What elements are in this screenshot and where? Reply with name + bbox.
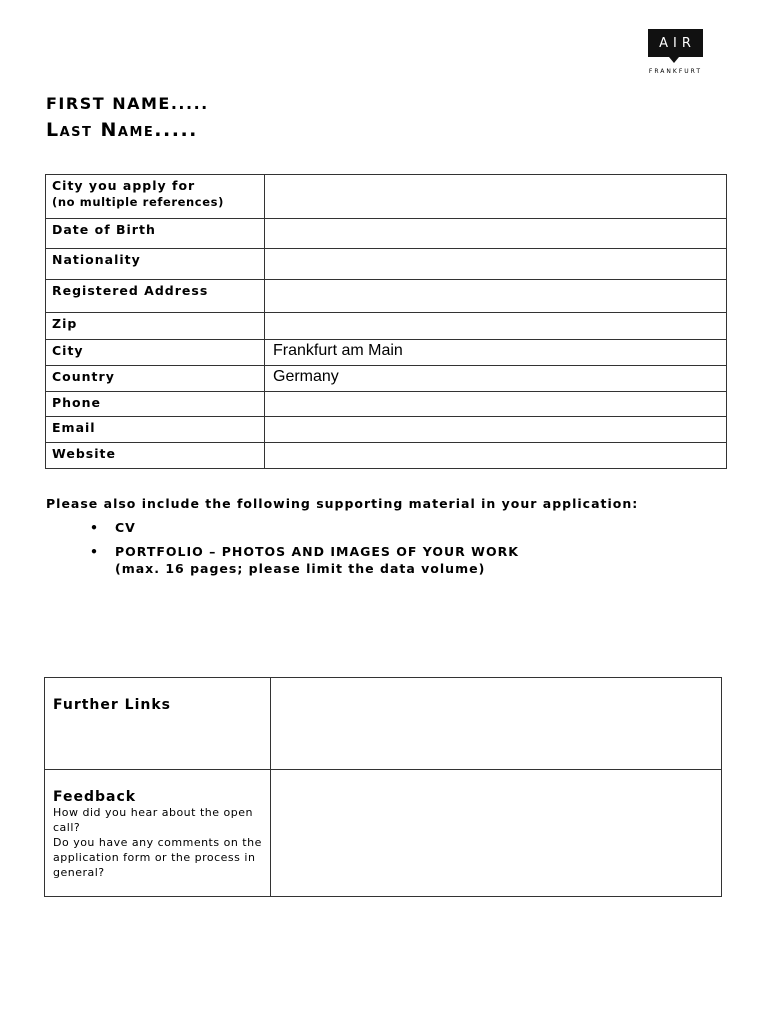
field-value-email[interactable] <box>265 417 727 443</box>
feedback-label: Feedback <box>53 789 137 805</box>
table-row <box>46 392 727 417</box>
further-info-table <box>44 677 722 897</box>
applicant-name-header <box>46 94 209 141</box>
further-links-field[interactable] <box>271 678 722 770</box>
field-label-city-apply-note: (no multiple references) <box>52 195 224 209</box>
air-frankfurt-logo <box>648 29 703 75</box>
field-value-zip[interactable] <box>265 313 727 340</box>
field-label-city: City <box>52 343 84 358</box>
applicant-details-table <box>45 174 727 469</box>
field-value-date-of-birth[interactable] <box>265 219 727 249</box>
table-row <box>45 770 722 897</box>
field-label-registered-address: Registered Address <box>52 283 209 298</box>
feedback-field[interactable] <box>271 770 722 897</box>
logo-mark: AIR <box>648 29 703 57</box>
field-label-website: Website <box>52 446 116 461</box>
table-row <box>46 366 727 392</box>
feedback-help-question-2: Do you have any comments on the application form or the process in general? <box>53 836 262 879</box>
supporting-item-portfolio-note: (max. 16 pages; please limit the data volume) <box>115 561 486 576</box>
supporting-material-list <box>90 520 519 585</box>
supporting-material-intro: Please also include the following supporting material in your application: <box>46 496 639 511</box>
field-label-email: Email <box>52 420 96 435</box>
table-row <box>45 678 722 770</box>
last-name-placeholder[interactable]: Last Name..... <box>46 119 198 141</box>
field-label-city-apply: City you apply for <box>52 178 196 193</box>
table-row <box>46 313 727 340</box>
field-label-zip: Zip <box>52 316 78 331</box>
table-row <box>46 249 727 280</box>
logo-subtitle: FRANKFURT <box>648 68 703 75</box>
field-value-registered-address[interactable] <box>265 280 727 313</box>
first-name-placeholder[interactable]: FIRST NAME..... <box>46 94 209 113</box>
field-value-country[interactable]: Germany <box>265 366 727 392</box>
table-row <box>46 443 727 469</box>
field-value-website[interactable] <box>265 443 727 469</box>
table-row <box>46 417 727 443</box>
feedback-help-question-1: How did you hear about the open call? <box>53 806 253 834</box>
supporting-item-cv: CV <box>115 520 136 535</box>
field-value-nationality[interactable] <box>265 249 727 280</box>
bullet-icon: • <box>90 520 99 535</box>
field-value-phone[interactable] <box>265 392 727 417</box>
supporting-item-portfolio: PORTFOLIO – PHOTOS AND IMAGES OF YOUR WORK <box>115 544 519 559</box>
bullet-icon: • <box>90 544 99 559</box>
field-value-city-apply[interactable] <box>265 175 727 219</box>
table-row <box>46 340 727 366</box>
table-row <box>46 175 727 219</box>
table-row <box>46 280 727 313</box>
list-item <box>90 544 519 576</box>
table-row <box>46 219 727 249</box>
field-label-country: Country <box>52 369 115 384</box>
further-links-label: Further Links <box>53 697 171 713</box>
field-label-nationality: Nationality <box>52 252 141 267</box>
list-item <box>90 520 519 535</box>
field-label-phone: Phone <box>52 395 102 410</box>
field-label-date-of-birth: Date of Birth <box>52 222 156 237</box>
field-value-city[interactable]: Frankfurt am Main <box>265 340 727 366</box>
